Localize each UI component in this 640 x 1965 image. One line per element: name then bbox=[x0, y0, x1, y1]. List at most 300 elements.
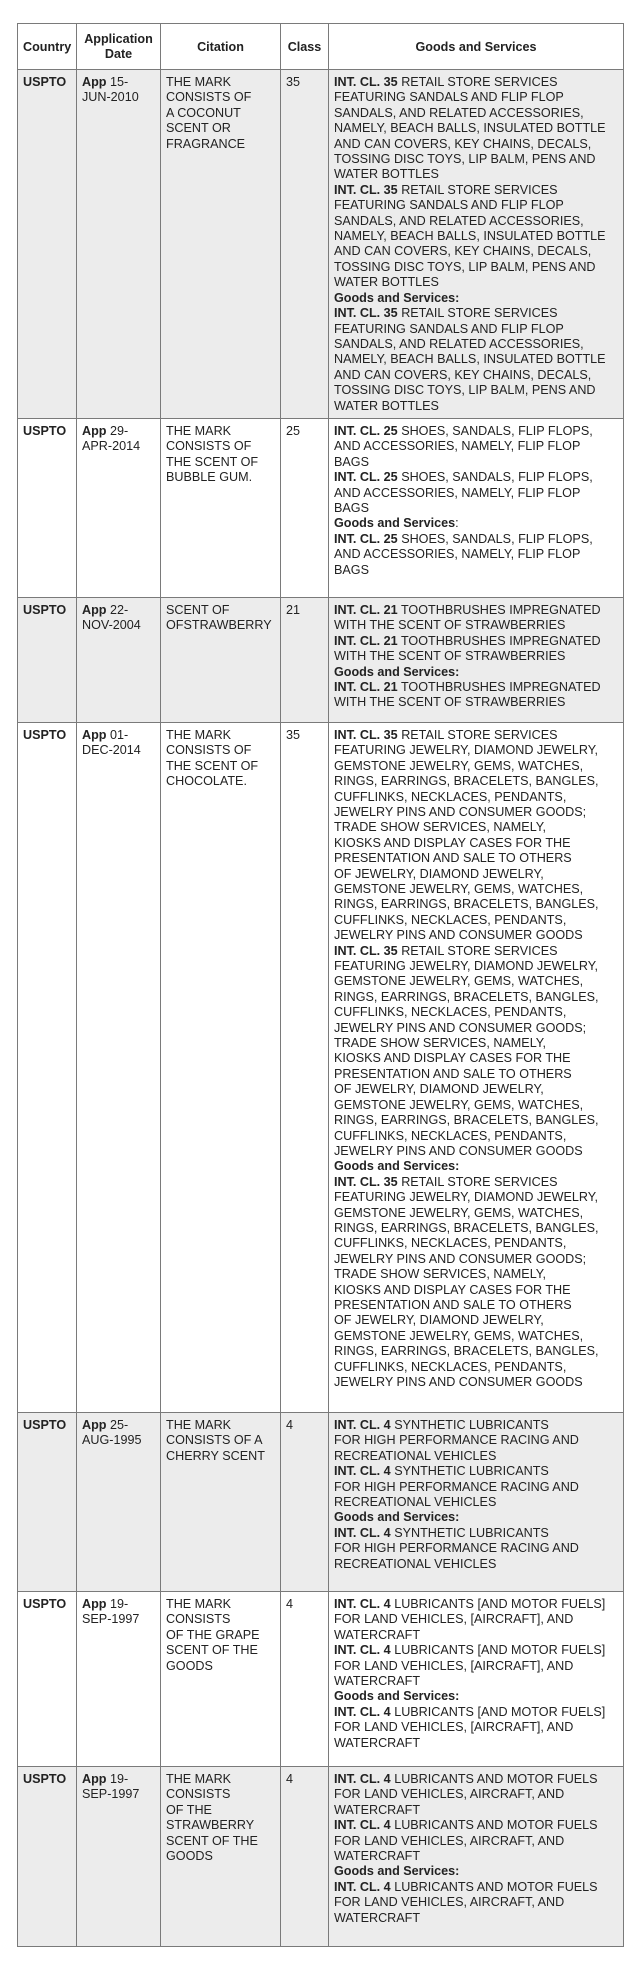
goods-bold-label: Goods and Services: bbox=[334, 664, 460, 679]
goods-line bbox=[334, 928, 618, 943]
citation-line: THE SCENT OF bbox=[166, 758, 259, 773]
goods-text: SYNTHETIC LUBRICANTS bbox=[394, 1525, 549, 1540]
citation-line: SCENT OF THE bbox=[166, 1833, 258, 1848]
goods-line bbox=[334, 167, 618, 182]
goods-line bbox=[334, 820, 618, 835]
goods-line bbox=[334, 913, 618, 928]
date-text: JUN-2010 bbox=[82, 90, 139, 105]
goods-text: WATERCRAFT bbox=[334, 1802, 421, 1817]
goods-and-services-cell bbox=[329, 70, 624, 419]
goods-text: GEMSTONE JEWELRY, GEMS, WATCHES, bbox=[334, 882, 584, 896]
goods-line bbox=[334, 990, 618, 1005]
date-line bbox=[82, 424, 155, 439]
goods-text: WATER BOTTLES bbox=[334, 275, 439, 290]
date-text: NOV-2004 bbox=[82, 618, 141, 633]
goods-line bbox=[334, 743, 618, 758]
goods-line bbox=[334, 1129, 618, 1144]
goods-line bbox=[334, 1144, 618, 1159]
app-label: App bbox=[82, 1771, 107, 1786]
date-line bbox=[82, 439, 155, 454]
goods-line bbox=[334, 1449, 618, 1464]
header-country: Country bbox=[18, 24, 77, 70]
goods-text: FOR LAND VEHICLES, AIRCRAFT, AND bbox=[334, 1833, 565, 1848]
goods-bold-label: INT. CL. 4 bbox=[334, 1704, 391, 1719]
goods-line bbox=[334, 291, 618, 306]
goods-text: CUFFLINKS, NECKLACES, PENDANTS, bbox=[334, 789, 567, 804]
table-row bbox=[18, 70, 624, 419]
goods-bold-label: INT. CL. 4 bbox=[334, 1596, 391, 1611]
goods-line bbox=[334, 728, 618, 743]
citation-cell bbox=[161, 722, 281, 1412]
goods-text: BAGS bbox=[334, 562, 369, 577]
citation-line: GOODS bbox=[166, 1848, 213, 1863]
goods-text: LUBRICANTS [AND MOTOR FUELS] bbox=[394, 1643, 606, 1658]
citation-line: GOODS bbox=[166, 1658, 213, 1673]
goods-text: RETAIL STORE SERVICES bbox=[401, 1174, 558, 1189]
goods-line bbox=[334, 1705, 618, 1720]
goods-text: LUBRICANTS [AND MOTOR FUELS] bbox=[394, 1704, 606, 1719]
goods-line bbox=[334, 198, 618, 213]
goods-text: FOR LAND VEHICLES, AIRCRAFT, AND bbox=[334, 1895, 565, 1910]
goods-bold-label: INT. CL. 35 bbox=[334, 75, 398, 89]
goods-line bbox=[334, 1674, 618, 1689]
goods-text: KIOSKS AND DISPLAY CASES FOR THE bbox=[334, 835, 571, 850]
citation-line: CONSISTS OF bbox=[166, 439, 252, 454]
citation-line: OF THE bbox=[166, 1802, 212, 1817]
goods-line bbox=[334, 1628, 618, 1643]
goods-text: RETAIL STORE SERVICES bbox=[401, 75, 558, 89]
goods-line bbox=[334, 183, 618, 198]
country-cell bbox=[18, 1412, 77, 1591]
goods-line bbox=[334, 260, 618, 275]
goods-text: WATERCRAFT bbox=[334, 1627, 421, 1642]
country: USPTO bbox=[23, 602, 67, 617]
goods-text: WATER BOTTLES bbox=[334, 167, 439, 182]
header-class: Class bbox=[281, 24, 329, 70]
goods-text: AND CAN COVERS, KEY CHAINS, DECALS, bbox=[334, 367, 592, 382]
goods-line bbox=[334, 1643, 618, 1658]
date-text: AUG-1995 bbox=[82, 1433, 142, 1448]
goods-bold-label: INT. CL. 35 bbox=[334, 306, 398, 321]
goods-line bbox=[334, 1082, 618, 1097]
goods-text: RINGS, EARRINGS, BRACELETS, BANGLES, bbox=[334, 1344, 599, 1359]
country-cell bbox=[18, 418, 77, 597]
country-cell bbox=[18, 70, 77, 419]
goods-line bbox=[334, 882, 618, 897]
application-date-cell bbox=[77, 1591, 161, 1766]
goods-bold-label: INT. CL. 4 bbox=[334, 1879, 391, 1894]
goods-line bbox=[334, 306, 618, 321]
table-row bbox=[18, 1412, 624, 1591]
goods-line bbox=[334, 1541, 618, 1556]
goods-line bbox=[334, 649, 618, 664]
table-body bbox=[18, 70, 624, 1947]
goods-bold-label: INT. CL. 25 bbox=[334, 531, 398, 546]
goods-text: WITH THE SCENT OF STRAWBERRIES bbox=[334, 618, 566, 633]
goods-bold-label: Goods and Services: bbox=[334, 1689, 460, 1704]
goods-line bbox=[334, 229, 618, 244]
country-cell bbox=[18, 597, 77, 722]
trademark-table bbox=[17, 23, 624, 1947]
goods-text: OF JEWELRY, DIAMOND JEWELRY, bbox=[334, 1082, 544, 1097]
goods-text: KIOSKS AND DISPLAY CASES FOR THE bbox=[334, 1282, 571, 1297]
goods-line bbox=[334, 603, 618, 618]
goods-line bbox=[334, 1344, 618, 1359]
goods-line bbox=[334, 547, 618, 562]
goods-line bbox=[334, 337, 618, 352]
goods-text: TRADE SHOW SERVICES, NAMELY, bbox=[334, 1036, 547, 1051]
goods-text: JEWELRY PINS AND CONSUMER GOODS bbox=[334, 1143, 583, 1158]
goods-line bbox=[334, 944, 618, 959]
citation-line: THE MARK bbox=[166, 1417, 232, 1432]
goods-bold-label: INT. CL. 21 bbox=[334, 602, 398, 617]
goods-text: LUBRICANTS AND MOTOR FUELS bbox=[394, 1771, 598, 1786]
goods-text: AND CAN COVERS, KEY CHAINS, DECALS, bbox=[334, 136, 592, 151]
goods-line bbox=[334, 1206, 618, 1221]
header-application-date: Application Date bbox=[77, 24, 161, 70]
app-label: App bbox=[82, 1417, 107, 1432]
citation-line: CONSISTS bbox=[166, 1612, 231, 1627]
app-label: App bbox=[82, 75, 107, 89]
goods-text: RINGS, EARRINGS, BRACELETS, BANGLES, bbox=[334, 989, 599, 1004]
class-cell bbox=[281, 1766, 329, 1946]
goods-text: FOR HIGH PERFORMANCE RACING AND bbox=[334, 1433, 579, 1448]
goods-line bbox=[334, 1526, 618, 1541]
goods-line bbox=[334, 1736, 618, 1751]
goods-line bbox=[334, 90, 618, 105]
header-row bbox=[18, 24, 624, 70]
class-number: 21 bbox=[286, 602, 301, 617]
goods-line bbox=[334, 1329, 618, 1344]
goods-line bbox=[334, 121, 618, 136]
goods-line bbox=[334, 851, 618, 866]
country-cell bbox=[18, 1591, 77, 1766]
goods-line bbox=[334, 867, 618, 882]
goods-text: KIOSKS AND DISPLAY CASES FOR THE bbox=[334, 1051, 571, 1066]
header-citation: Citation bbox=[161, 24, 281, 70]
citation-cell bbox=[161, 70, 281, 419]
goods-line bbox=[334, 486, 618, 501]
goods-text: SANDALS, AND RELATED ACCESSORIES, bbox=[334, 336, 584, 351]
citation-line: BUBBLE GUM. bbox=[166, 470, 253, 485]
application-date-cell bbox=[77, 70, 161, 419]
goods-text: TOOTHBRUSHES IMPREGNATED bbox=[400, 602, 601, 617]
goods-text: BAGS bbox=[334, 454, 369, 469]
goods-text: RETAIL STORE SERVICES bbox=[401, 182, 558, 197]
class-cell bbox=[281, 1591, 329, 1766]
goods-line bbox=[334, 1911, 618, 1926]
goods-line bbox=[334, 1803, 618, 1818]
goods-text: TOSSING DISC TOYS, LIP BALM, PENS AND bbox=[334, 152, 596, 167]
goods-line bbox=[334, 1480, 618, 1495]
goods-text: SHOES, SANDALS, FLIP FLOPS, bbox=[401, 423, 593, 438]
class-number: 4 bbox=[286, 1771, 294, 1786]
goods-text: CUFFLINKS, NECKLACES, PENDANTS, bbox=[334, 912, 567, 927]
goods-line bbox=[334, 244, 618, 259]
goods-line bbox=[334, 1834, 618, 1849]
goods-line bbox=[334, 1510, 618, 1525]
goods-line bbox=[334, 1021, 618, 1036]
date-text: 19- bbox=[109, 1771, 129, 1786]
citation-cell bbox=[161, 1591, 281, 1766]
date-text: SEP-1997 bbox=[82, 1787, 140, 1802]
goods-text: SANDALS, AND RELATED ACCESSORIES, bbox=[334, 105, 584, 120]
date-text: 01- bbox=[109, 727, 129, 742]
goods-text: AND ACCESSORIES, NAMELY, FLIP FLOP bbox=[334, 547, 581, 562]
goods-line bbox=[334, 1849, 618, 1864]
country: USPTO bbox=[23, 1771, 67, 1786]
goods-text: JEWELRY PINS AND CONSUMER GOODS bbox=[334, 928, 583, 943]
goods-text: JEWELRY PINS AND CONSUMER GOODS; bbox=[334, 1251, 587, 1266]
goods-line bbox=[334, 836, 618, 851]
date-line bbox=[82, 728, 155, 743]
country-cell bbox=[18, 722, 77, 1412]
goods-text: RETAIL STORE SERVICES bbox=[401, 306, 558, 321]
goods-text: OF JEWELRY, DIAMOND JEWELRY, bbox=[334, 1313, 544, 1328]
goods-line bbox=[334, 275, 618, 290]
goods-text: SANDALS, AND RELATED ACCESSORIES, bbox=[334, 213, 584, 228]
goods-text: FEATURING JEWELRY, DIAMOND JEWELRY, bbox=[334, 1190, 599, 1205]
date-text: APR-2014 bbox=[82, 439, 141, 454]
citation-cell bbox=[161, 1412, 281, 1591]
goods-line bbox=[334, 1298, 618, 1313]
goods-line bbox=[334, 1036, 618, 1051]
goods-line bbox=[334, 790, 618, 805]
goods-and-services-cell bbox=[329, 1591, 624, 1766]
goods-text: FEATURING JEWELRY, DIAMOND JEWELRY, bbox=[334, 743, 599, 758]
goods-line bbox=[334, 618, 618, 633]
goods-line bbox=[334, 774, 618, 789]
goods-text: JEWELRY PINS AND CONSUMER GOODS; bbox=[334, 804, 587, 819]
goods-line bbox=[334, 516, 618, 531]
goods-bold-label: INT. CL. 35 bbox=[334, 943, 398, 958]
country: USPTO bbox=[23, 1596, 67, 1611]
citation-line: CONSISTS OF bbox=[166, 743, 252, 758]
goods-text: TOOTHBRUSHES IMPREGNATED bbox=[400, 679, 601, 694]
goods-bold-label: INT. CL. 25 bbox=[334, 470, 398, 485]
goods-bold-label: Goods and Services: bbox=[334, 1864, 460, 1879]
goods-and-services-cell bbox=[329, 722, 624, 1412]
class-cell bbox=[281, 722, 329, 1412]
goods-text: NAMELY, BEACH BALLS, INSULATED BOTTLE bbox=[334, 121, 606, 136]
table-row bbox=[18, 418, 624, 597]
goods-line bbox=[334, 532, 618, 547]
goods-line bbox=[334, 1597, 618, 1612]
goods-line bbox=[334, 1418, 618, 1433]
date-text: DEC-2014 bbox=[82, 743, 141, 758]
goods-and-services-cell bbox=[329, 1412, 624, 1591]
citation-line: A COCONUT bbox=[166, 105, 241, 120]
goods-and-services-cell bbox=[329, 1766, 624, 1946]
application-date-cell bbox=[77, 722, 161, 1412]
goods-line bbox=[334, 1689, 618, 1704]
goods-text: GEMSTONE JEWELRY, GEMS, WATCHES, bbox=[334, 758, 584, 773]
goods-text: RINGS, EARRINGS, BRACELETS, BANGLES, bbox=[334, 1220, 599, 1235]
goods-line bbox=[334, 368, 618, 383]
citation-line: CONSISTS OF A bbox=[166, 1433, 263, 1448]
goods-line bbox=[334, 439, 618, 454]
goods-line bbox=[334, 1375, 618, 1390]
goods-line bbox=[334, 680, 618, 695]
goods-text: TRADE SHOW SERVICES, NAMELY, bbox=[334, 820, 547, 835]
goods-text: GEMSTONE JEWELRY, GEMS, WATCHES, bbox=[334, 1205, 584, 1220]
goods-text: WITH THE SCENT OF STRAWBERRIES bbox=[334, 649, 566, 664]
goods-line bbox=[334, 1818, 618, 1833]
table-row bbox=[18, 1766, 624, 1946]
goods-text: CUFFLINKS, NECKLACES, PENDANTS, bbox=[334, 1005, 567, 1020]
date-text: 15- bbox=[109, 75, 129, 89]
date-line bbox=[82, 1433, 155, 1448]
goods-line bbox=[334, 634, 618, 649]
goods-text: BAGS bbox=[334, 500, 369, 515]
goods-line bbox=[334, 959, 618, 974]
class-number: 35 bbox=[286, 727, 301, 742]
goods-line bbox=[334, 470, 618, 485]
goods-text: OF JEWELRY, DIAMOND JEWELRY, bbox=[334, 866, 544, 881]
class-cell bbox=[281, 418, 329, 597]
table-row bbox=[18, 1591, 624, 1766]
goods-bold-label: INT. CL. 4 bbox=[334, 1464, 391, 1479]
goods-bold-label: INT. CL. 4 bbox=[334, 1818, 391, 1833]
goods-text: GEMSTONE JEWELRY, GEMS, WATCHES, bbox=[334, 974, 584, 989]
goods-bold-label: INT. CL. 35 bbox=[334, 1174, 398, 1189]
goods-line bbox=[334, 399, 618, 414]
citation-line: FRAGRANCE bbox=[166, 136, 246, 151]
goods-line bbox=[334, 759, 618, 774]
date-text: 29- bbox=[109, 423, 129, 438]
goods-line bbox=[334, 1433, 618, 1448]
goods-text: JEWELRY PINS AND CONSUMER GOODS; bbox=[334, 1020, 587, 1035]
date-line bbox=[82, 743, 155, 758]
class-cell bbox=[281, 597, 329, 722]
goods-text: PRESENTATION AND SALE TO OTHERS bbox=[334, 851, 572, 866]
goods-text: SHOES, SANDALS, FLIP FLOPS, bbox=[401, 531, 593, 546]
country: USPTO bbox=[23, 75, 67, 89]
goods-line bbox=[334, 1495, 618, 1510]
goods-text: RINGS, EARRINGS, BRACELETS, BANGLES, bbox=[334, 1113, 599, 1128]
goods-bold-label: INT. CL. 21 bbox=[334, 679, 398, 694]
date-text: 25- bbox=[109, 1417, 129, 1432]
citation-line: SCENT OF bbox=[166, 602, 230, 617]
goods-line bbox=[334, 1313, 618, 1328]
citation-line: STRAWBERRY bbox=[166, 1818, 255, 1833]
goods-line bbox=[334, 1236, 618, 1251]
class-number: 4 bbox=[286, 1596, 294, 1611]
goods-bold-label: INT. CL. 21 bbox=[334, 633, 398, 648]
citation-line: CHERRY SCENT bbox=[166, 1448, 265, 1463]
goods-bold-label: INT. CL. 4 bbox=[334, 1417, 391, 1432]
goods-text: WATERCRAFT bbox=[334, 1848, 421, 1863]
goods-line bbox=[334, 695, 618, 710]
goods-text: FEATURING SANDALS AND FLIP FLOP bbox=[334, 198, 564, 213]
goods-text: TOOTHBRUSHES IMPREGNATED bbox=[400, 633, 601, 648]
citation-line: OF THE GRAPE bbox=[166, 1627, 260, 1642]
goods-line bbox=[334, 1880, 618, 1895]
class-cell bbox=[281, 1412, 329, 1591]
goods-line bbox=[334, 1557, 618, 1572]
goods-and-services-cell bbox=[329, 418, 624, 597]
goods-and-services-cell bbox=[329, 597, 624, 722]
goods-text: FOR HIGH PERFORMANCE RACING AND bbox=[334, 1479, 579, 1494]
date-line bbox=[82, 1612, 155, 1627]
goods-text: GEMSTONE JEWELRY, GEMS, WATCHES, bbox=[334, 1328, 584, 1343]
app-label: App bbox=[82, 423, 107, 438]
goods-bold-label: INT. CL. 4 bbox=[334, 1771, 391, 1786]
goods-text: RECREATIONAL VEHICLES bbox=[334, 1448, 497, 1463]
goods-text: FEATURING SANDALS AND FLIP FLOP bbox=[334, 321, 564, 336]
citation-line: CONSISTS bbox=[166, 1787, 231, 1802]
citation-line: SCENT OF THE bbox=[166, 1643, 258, 1658]
header-goods-and-services: Goods and Services bbox=[329, 24, 624, 70]
goods-line bbox=[334, 897, 618, 912]
goods-line bbox=[334, 352, 618, 367]
citation-cell bbox=[161, 1766, 281, 1946]
app-label: App bbox=[82, 1596, 107, 1611]
goods-text: WITH THE SCENT OF STRAWBERRIES bbox=[334, 695, 566, 710]
class-number: 25 bbox=[286, 423, 301, 438]
goods-line bbox=[334, 1221, 618, 1236]
goods-line bbox=[334, 1360, 618, 1375]
date-text: SEP-1997 bbox=[82, 1612, 140, 1627]
goods-bold-label: Goods and Services: bbox=[334, 290, 460, 305]
goods-line bbox=[334, 1772, 618, 1787]
class-number: 35 bbox=[286, 75, 301, 89]
goods-text: FEATURING SANDALS AND FLIP FLOP bbox=[334, 90, 564, 105]
goods-bold-label: Goods and Services bbox=[334, 516, 456, 531]
goods-line bbox=[334, 1267, 618, 1282]
goods-bold-label: INT. CL. 35 bbox=[334, 727, 398, 742]
goods-text: RECREATIONAL VEHICLES bbox=[334, 1556, 497, 1571]
goods-text: WATER BOTTLES bbox=[334, 398, 439, 413]
citation-cell bbox=[161, 418, 281, 597]
citation-line: THE MARK bbox=[166, 1596, 232, 1611]
goods-line bbox=[334, 455, 618, 470]
citation-line: THE SCENT OF bbox=[166, 454, 259, 469]
goods-line bbox=[334, 424, 618, 439]
goods-line bbox=[334, 501, 618, 516]
goods-line bbox=[334, 322, 618, 337]
application-date-cell bbox=[77, 1412, 161, 1591]
citation-line: THE MARK bbox=[166, 423, 232, 438]
citation-line: OFSTRAWBERRY bbox=[166, 618, 272, 633]
goods-bold-label: Goods and Services: bbox=[334, 1159, 460, 1174]
goods-line bbox=[334, 1175, 618, 1190]
goods-text: LUBRICANTS AND MOTOR FUELS bbox=[394, 1879, 598, 1894]
goods-text: CUFFLINKS, NECKLACES, PENDANTS, bbox=[334, 1359, 567, 1374]
goods-text: FOR LAND VEHICLES, AIRCRAFT, AND bbox=[334, 1787, 565, 1802]
goods-text: RETAIL STORE SERVICES bbox=[401, 943, 558, 958]
goods-text: FEATURING JEWELRY, DIAMOND JEWELRY, bbox=[334, 959, 599, 974]
table-row bbox=[18, 722, 624, 1412]
date-line bbox=[82, 1772, 155, 1787]
goods-line bbox=[334, 1895, 618, 1910]
date-line bbox=[82, 603, 155, 618]
goods-line bbox=[334, 1787, 618, 1802]
goods-line bbox=[334, 106, 618, 121]
goods-text: PRESENTATION AND SALE TO OTHERS bbox=[334, 1066, 572, 1081]
goods-text: CUFFLINKS, NECKLACES, PENDANTS, bbox=[334, 1128, 567, 1143]
citation-line: THE MARK bbox=[166, 75, 232, 89]
goods-text: FOR LAND VEHICLES, [AIRCRAFT], AND bbox=[334, 1612, 574, 1627]
goods-line bbox=[334, 1051, 618, 1066]
date-text: 22- bbox=[109, 602, 129, 617]
goods-line bbox=[334, 1067, 618, 1082]
app-label: App bbox=[82, 602, 107, 617]
date-line bbox=[82, 1597, 155, 1612]
goods-bold-label: Goods and Services: bbox=[334, 1510, 460, 1525]
goods-text: : bbox=[455, 516, 459, 531]
goods-line bbox=[334, 1864, 618, 1879]
